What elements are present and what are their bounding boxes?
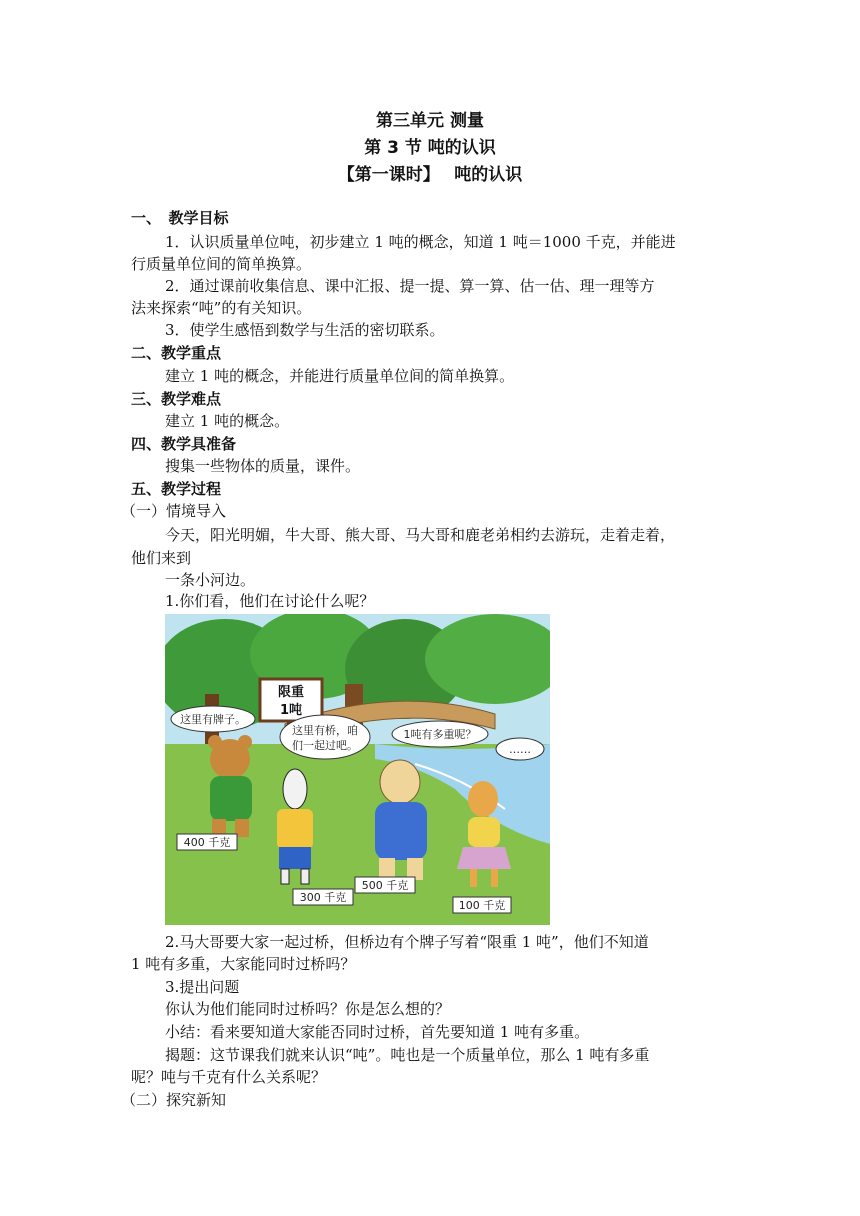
subheading-explore: （二）探究新知 (121, 1091, 227, 1109)
question-1: 1.你们看，他们在讨论什么呢？ (165, 592, 375, 610)
weight-tag-deer: 100 千克 (458, 899, 506, 912)
sign-text-line-1: 限重 (277, 685, 305, 700)
section-title: 第 3 节 吨的认识 (364, 138, 496, 158)
bubble-horse-line-2: 们一起过吧。 (292, 739, 358, 752)
weight-tag-bear: 400 千克 (183, 836, 231, 849)
bubble-horse-line-1: 这里有桥，咱 (292, 724, 358, 737)
sign-text-line-2: 1吨 (279, 703, 303, 718)
difficulty-text: 建立 1 吨的概念。 (165, 412, 290, 430)
subheading-intro: （一）情境导入 (121, 502, 227, 520)
bubble-deer: …… (509, 743, 531, 756)
heading-materials: 四、教学具准备 (131, 435, 237, 453)
scene-illustration (165, 614, 550, 925)
summary-text: 小结：看来要知道大家能否同时过桥，首先要知道 1 吨有多重。 (165, 1023, 590, 1041)
heading-difficulty: 三、教学难点 (131, 390, 222, 408)
weight-tag-cow: 500 千克 (361, 879, 409, 892)
materials-text: 搜集一些物体的质量，课件。 (165, 457, 361, 475)
objective-2-line-2: 法来探索“吨”的有关知识。 (131, 299, 312, 317)
question-2-line-2: 1 吨有多重，大家能同时过桥吗？ (131, 955, 356, 973)
lesson-title: 【第一课时】 吨的认识 (337, 165, 523, 185)
objective-2-line-1: 2．通过课前收集信息、课中汇报、提一提、算一算、估一估、理一理等方 (165, 277, 655, 295)
topic-line-2: 呢？吨与千克有什么关系呢？ (131, 1068, 327, 1086)
question-3-text: 你认为他们能同时过桥吗？你是怎么想的？ (165, 1000, 451, 1018)
heading-key-points: 二、教学重点 (131, 344, 222, 362)
intro-paragraph-line-2: 他们来到 (131, 549, 192, 567)
heading-process: 五、教学过程 (131, 480, 222, 498)
objective-1-line-2: 行质量单位间的简单换算。 (131, 255, 312, 273)
question-2-line-1: 2.马大哥要大家一起过桥，但桥边有个牌子写着“限重 1 吨”，他们不知道 (165, 933, 649, 951)
objective-1-line-1: 1．认识质量单位吨，初步建立 1 吨的概念，知道 1 吨＝1000 千克，并能进 (165, 233, 676, 251)
key-points-text: 建立 1 吨的概念，并能进行质量单位间的简单换算。 (165, 367, 515, 385)
intro-paragraph-line-1: 今天，阳光明媚，牛大哥、熊大哥、马大哥和鹿老弟相约去游玩，走着走着， (165, 526, 676, 544)
bubble-bear: 这里有牌子。 (180, 713, 246, 726)
unit-title: 第三单元 测量 (376, 111, 484, 131)
bubble-cow: 1吨有多重呢？ (403, 728, 477, 741)
objective-3: 3．使学生感悟到数学与生活的密切联系。 (165, 321, 445, 339)
question-3: 3.提出问题 (165, 978, 240, 996)
intro-paragraph-line-3: 一条小河边。 (165, 571, 256, 589)
weight-tag-horse: 300 千克 (299, 891, 347, 904)
heading-objectives: 一、 教学目标 (131, 209, 229, 227)
topic-line-1: 揭题：这节课我们就来认识“吨”。吨也是一个质量单位，那么 1 吨有多重 (165, 1046, 650, 1064)
